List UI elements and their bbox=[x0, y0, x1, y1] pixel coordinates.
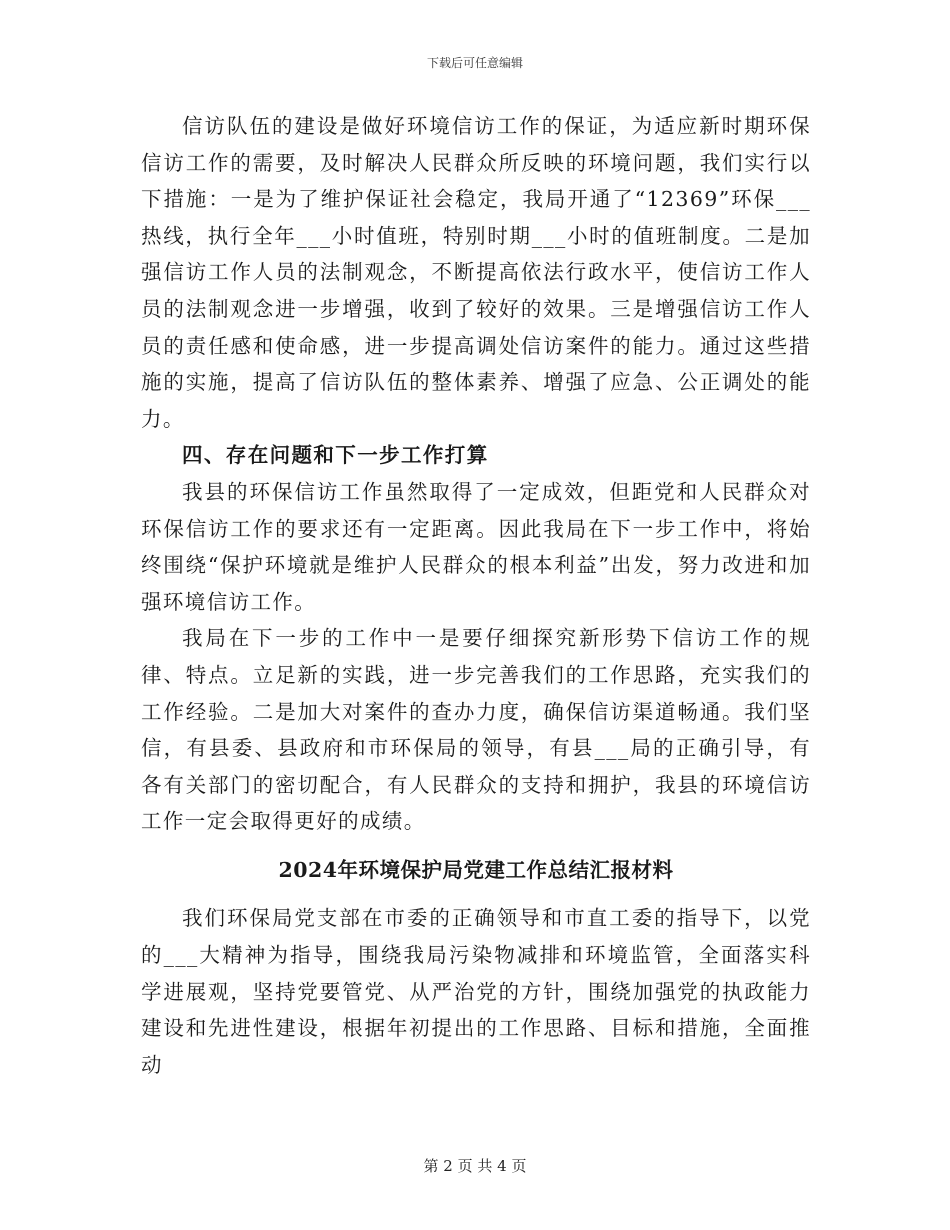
paragraph-petition-team: 信访队伍的建设是做好环境信访工作的保证，为适应新时期环保信访工作的需要，及时解决人民群众所反映的环境问题，我们实行以下措施：一是为了维护保证社会稳定，我局开通了“12369”环保___热线，执行全年___小时值班，特别时期___小时的值班制度。二是加强信访工作人员的法制观念，不断提高依法行政水平，使信访工作人员的法制观念进一步增强，收到了较好的效果。三是增强信访工作人员的责任感和使命感，进一步提高调处信访案件的能力。通过这些措施的实施，提高了信访队伍的整体素养、增强了应急、公正调处的能力。 bbox=[141, 114, 811, 431]
page-header-note: 下载后可任意编辑 bbox=[426, 56, 523, 70]
document-title: 2024年环境保护局党建工作总结汇报材料 bbox=[278, 857, 674, 882]
paragraph-party-building: 我们环保局党支部在市委的正确领导和市直工委的指导下，以党的___大精神为指导，围绕我局污染物减排和环境监管，全面落实科学进展观，坚持党要管党、从严治党的方针，围绕加强党的执政能力建设和先进性建设，根据年初提出的工作思路、目标和措施，全面推动 bbox=[141, 906, 811, 1077]
document-body bbox=[141, 108, 811, 1083]
page-footer-indicator: 第 2 页 共 4 页 bbox=[423, 1157, 527, 1175]
paragraph-next-steps: 我局在下一步的工作中一是要仔细探究新形势下信访工作的规律、特点。立足新的实践，进一步完善我们的工作思路，充实我们的工作经验。二是加大对案件的查办力度，确保信访渠道畅通。我们坚信，有县委、县政府和市环保局的领导，有县___局的正确引导，有各有关部门的密切配合，有人民群众的支持和拥护，我县的环境信访工作一定会取得更好的成绩。 bbox=[141, 626, 811, 834]
paragraph-achievements: 我县的环保信访工作虽然取得了一定成效，但距党和人民群众对环保信访工作的要求还有一定距离。因此我局在下一步工作中，将始终围绕“保护环境就是维护人民群众的根本利益”出发，努力改进和加强环境信访工作。 bbox=[141, 479, 811, 614]
section-heading-problems: 四、存在问题和下一步工作打算 bbox=[182, 443, 489, 468]
